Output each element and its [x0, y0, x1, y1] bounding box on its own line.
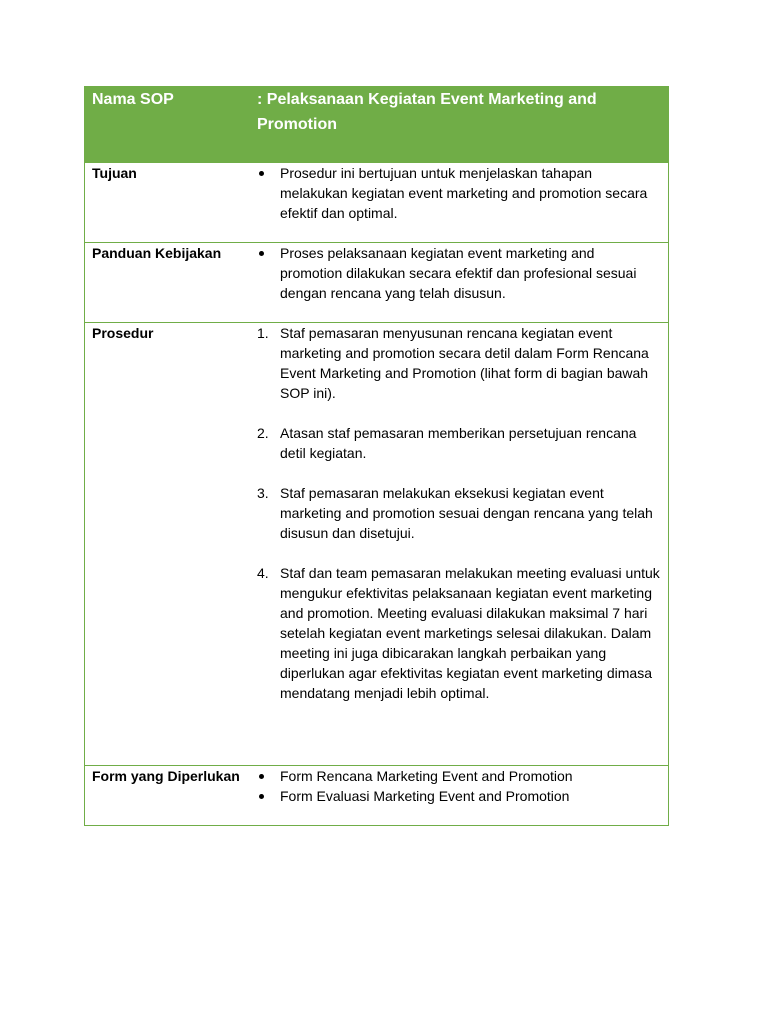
list-item: [257, 423, 660, 463]
sop-name-label: Nama SOP: [92, 91, 174, 108]
list-item: [257, 563, 660, 703]
panduan-row: [85, 242, 668, 322]
panduan-label: Panduan Kebijakan: [92, 245, 222, 261]
form-content: [249, 766, 668, 825]
panduan-list: [257, 243, 660, 303]
step-text: Atasan staf pemasaran memberikan persetujuan rencana detil kegiatan.: [280, 425, 637, 461]
form-item-text: Form Rencana Marketing Event and Promotion: [280, 768, 573, 784]
tujuan-label: Tujuan: [92, 165, 137, 181]
step-text: Staf pemasaran melakukan eksekusi kegiatan event marketing and promotion sesuai dengan rencana yang telah disusun dan disetujui.: [280, 485, 653, 541]
step-number: 3.: [257, 485, 269, 501]
step-number: 4.: [257, 565, 269, 581]
prosedur-content: [249, 323, 668, 765]
list-item: [257, 163, 660, 223]
list-item: [257, 323, 660, 403]
sop-name-value: : Pelaksanaan Kegiatan Event Marketing and Promotion: [257, 91, 597, 133]
form-item-text: Form Evaluasi Marketing Event and Promotion: [280, 788, 570, 804]
list-item: [257, 786, 660, 806]
bullet-icon: [257, 766, 280, 786]
panduan-text: Proses pelaksanaan kegiatan event marketing and promotion dilakukan secara efektif dan profesional sesuai dengan rencana yang telah disusun.: [280, 245, 637, 301]
form-list: [257, 766, 660, 806]
step-text: Staf pemasaran menyusunan rencana kegiatan event marketing and promotion secara detil dalam Form Rencana Event Marketing and Promotion (lihat form di bagian bawah SOP ini).: [280, 325, 649, 401]
sop-header-row: [85, 87, 668, 162]
tujuan-list: [257, 163, 660, 223]
tujuan-content: [249, 163, 668, 242]
step-text: Staf dan team pemasaran melakukan meeting evaluasi untuk mengukur efektivitas pelaksanaan kegiatan event marketing and promotion. Meeting evaluasi dilakukan maksimal 7 hari setelah kegiatan event marketings selesai dilakukan. Dalam meeting ini juga dibicarakan langkah perbaikan yang diperlukan agar efektivitas kegiatan event marketing dimasa mendatang menjadi lebih optimal.: [280, 565, 660, 701]
bullet-icon: [257, 786, 280, 806]
prosedur-label: Prosedur: [92, 325, 154, 341]
prosedur-row: [85, 322, 668, 765]
tujuan-text: Prosedur ini bertujuan untuk menjelaskan tahapan melakukan kegiatan event marketing and promotion secara efektif dan optimal.: [280, 165, 648, 221]
list-item: [257, 483, 660, 543]
prosedur-steps: [257, 323, 660, 703]
bullet-icon: [257, 163, 280, 223]
list-item: [257, 243, 660, 303]
tujuan-row: [85, 162, 668, 242]
bullet-icon: [257, 243, 280, 303]
step-number: 2.: [257, 425, 269, 441]
step-number: 1.: [257, 325, 269, 341]
panduan-content: [249, 243, 668, 322]
form-row: [85, 765, 668, 825]
form-label: Form yang Diperlukan: [92, 768, 240, 784]
sop-table: [84, 86, 669, 826]
list-item: [257, 766, 660, 786]
